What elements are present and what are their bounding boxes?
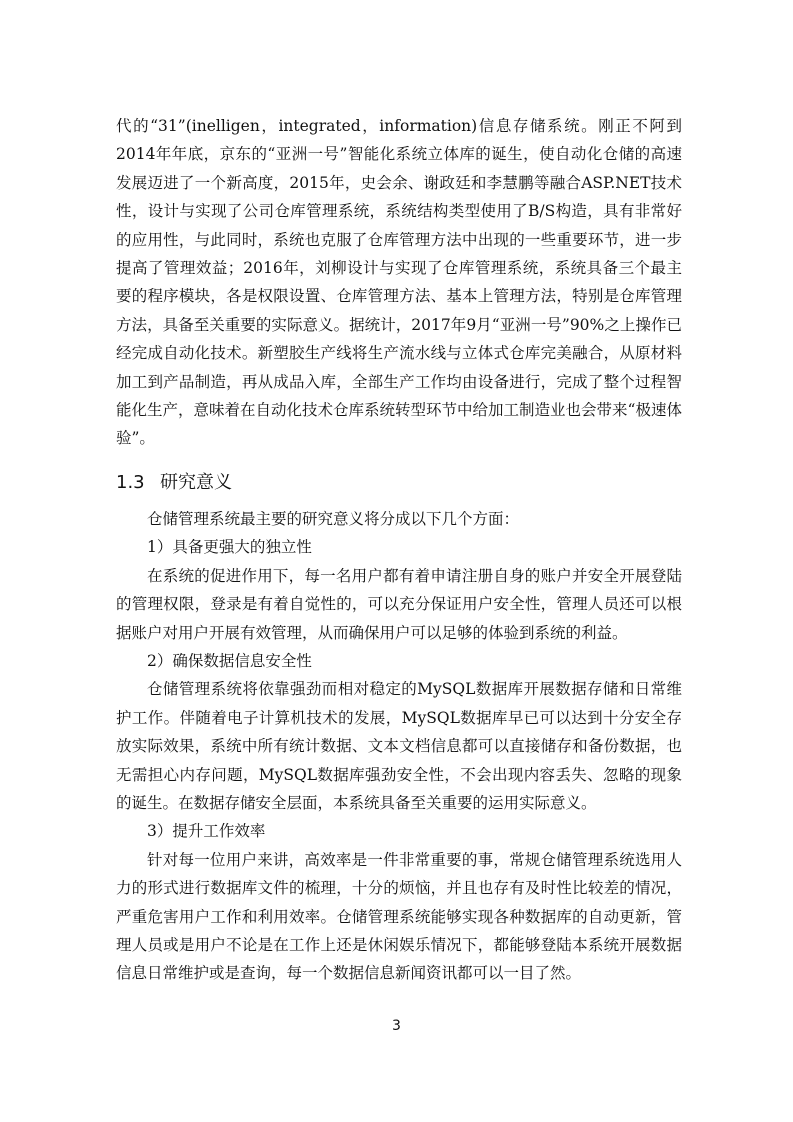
item-1-title: 1）具备更强大的独立性	[147, 538, 312, 557]
section-heading	[116, 469, 682, 497]
page-number: 3	[392, 1018, 401, 1034]
item-2-title: 2）确保数据信息安全性	[147, 651, 312, 670]
item-2-text: 仓储管理系统将依靠强劲而相对稳定的MySQL数据库开展数据存储和日常维护工作。伴随着电子计算机技术的发展，MySQL数据库早已可以达到十分安全存放实际效果，系统中所有统计数据、文本文档信息都可以直接储存和备份数据，也无需担心内存问题，MySQL数据库强劲安全性，不会出现内容丢失、忽略的现象的诞生。在数据存储安全层面，本系统具备至关重要的运用实际意义。	[116, 680, 682, 812]
paragraph-intro: 仓储管理系统最主要的研究意义将分成以下几个方面：	[147, 509, 520, 528]
item-3-text: 针对每一位用户来讲，高效率是一件非常重要的事，常规仓储管理系统选用人力的形式进行数据库文件的梳理，十分的烦恼，并且也存有及时性比较差的情况，严重危害用户工作和利用效率。仓储管理系统能够实现各种数据库的自动更新，管理人员或是用户不论是在工作上还是休闲娱乐情况下，都能够登陆本系统开展数据信息日常维护或是查询，每一个数据信息新闻资讯都可以一目了然。	[116, 850, 682, 983]
item-1-text: 在系统的促进作用下，每一名用户都有着申请注册自身的账户并安全开展登陆的管理权限，登录是有着自觉性的，可以充分保证用户安全性，管理人员还可以根据账户对用户开展有效管理，从而确保用户可以足够的体验到系统的利益。	[116, 566, 682, 642]
document-page	[116, 112, 682, 988]
item-3-title: 3）提升工作效率	[147, 822, 266, 841]
section-number: 1.3	[116, 471, 145, 493]
paragraph-background-continued: 代的“31”(inelligen，integrated，information)信息存储系统。刚正不阿到2014年年底，京东的“亚洲一号”智能化系统立体库的诞生，使自动化仓储的高速发展迈进了一个新高度，2015年，史会余、谢政廷和李慧鹏等融合ASP.NET技术性，设计与实现了公司仓库管理系统，系统结构类型使用了B/S构造，具有非常好的应用性，与此同时，系统也克服了仓库管理方法中出现的一些重要环节，进一步提高了管理效益；2016年，刘柳设计与实现了仓库管理系统，系统具备三个最主要的程序模块，各是权限设置、仓库管理方法、基本上管理方法，特别是仓库管理方法，具备至关重要的实际意义。据统计，2017年9月“亚洲一号”90%之上操作已经完成自动化技术。新塑胶生产线将生产流水线与立体式仓库完美融合，从原材料加工到产品制造，再从成品入库，全部生产工作均由设备进行，完成了整个过程智能化生产，意味着在自动化技术仓库系统转型环节中给加工制造业也会带来“极速体验”。	[116, 117, 682, 448]
section-title: 研究意义	[160, 471, 232, 493]
